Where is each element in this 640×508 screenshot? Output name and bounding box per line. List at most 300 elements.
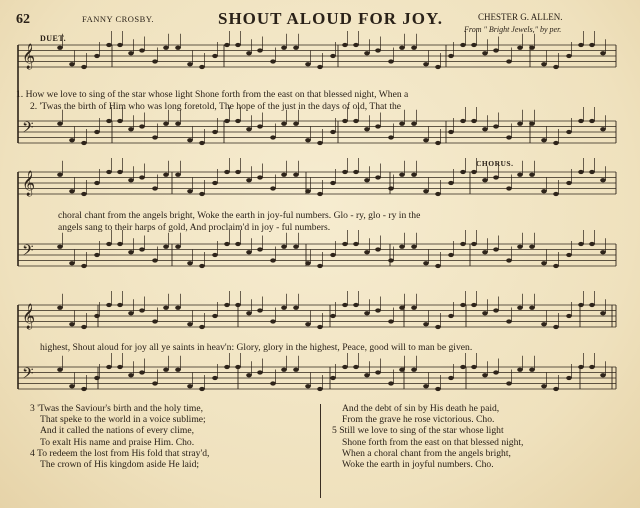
- note-head: [235, 43, 241, 47]
- note-head: [364, 127, 370, 131]
- note-head: [423, 261, 429, 265]
- note-head: [317, 192, 323, 196]
- note-head: [541, 138, 547, 142]
- note-head: [460, 170, 466, 174]
- note-head: [246, 311, 252, 315]
- note-head: [270, 186, 276, 190]
- note-head: [553, 387, 559, 391]
- note-head: [257, 175, 263, 179]
- note-head: [128, 127, 134, 131]
- note-head: [57, 368, 63, 372]
- note-head: [388, 258, 394, 262]
- note-head: [235, 365, 241, 369]
- note-head: [293, 245, 299, 249]
- verse-line: The crown of His kingdom aside He laid;: [40, 459, 200, 471]
- note-head: [212, 314, 218, 318]
- note-head: [317, 387, 323, 391]
- note-head: [270, 381, 276, 385]
- note-head: [317, 325, 323, 329]
- note-head: [281, 306, 287, 310]
- note-head: [305, 62, 311, 66]
- note-head: [94, 181, 100, 185]
- note-head: [330, 54, 336, 58]
- note-head: [460, 365, 466, 369]
- note-head: [448, 376, 454, 380]
- note-head: [305, 138, 311, 142]
- treble-clef: 𝄞: [22, 44, 36, 69]
- note-head: [541, 322, 547, 326]
- note-head: [589, 365, 595, 369]
- note-head: [364, 250, 370, 254]
- note-head: [293, 46, 299, 50]
- note-head: [106, 170, 112, 174]
- note-head: [435, 264, 441, 268]
- note-head: [330, 130, 336, 134]
- note-head: [589, 43, 595, 47]
- bass-clef: 𝄢: [22, 365, 34, 386]
- note-head: [541, 261, 547, 265]
- note-head: [566, 130, 572, 134]
- note-head: [529, 368, 535, 372]
- note-head: [128, 373, 134, 377]
- treble-clef: 𝄞: [22, 171, 36, 196]
- note-head: [224, 365, 230, 369]
- note-head: [517, 368, 523, 372]
- note-head: [152, 319, 158, 323]
- note-head: [553, 65, 559, 69]
- note-head: [364, 178, 370, 182]
- note-head: [117, 303, 123, 307]
- note-head: [529, 306, 535, 310]
- note-head: [270, 135, 276, 139]
- note-head: [270, 258, 276, 262]
- note-head: [139, 48, 145, 52]
- note-head: [270, 319, 276, 323]
- note-head: [128, 250, 134, 254]
- note-head: [163, 368, 169, 372]
- note-head: [187, 322, 193, 326]
- note-head: [364, 311, 370, 315]
- note-head: [566, 253, 572, 257]
- note-head: [553, 192, 559, 196]
- verse-line: Woke the earth in joyful numbers. Cho.: [342, 459, 494, 471]
- note-head: [152, 135, 158, 139]
- note-head: [224, 242, 230, 246]
- note-head: [69, 261, 75, 265]
- note-head: [305, 322, 311, 326]
- note-head: [471, 43, 477, 47]
- note-head: [94, 253, 100, 257]
- note-head: [399, 173, 405, 177]
- note-head: [399, 306, 405, 310]
- note-head: [94, 130, 100, 134]
- note-head: [117, 43, 123, 47]
- note-head: [600, 250, 606, 254]
- note-head: [187, 138, 193, 142]
- note-head: [353, 242, 359, 246]
- verse-line: And the debt of sin by His death he paid,: [342, 403, 500, 414]
- note-head: [600, 127, 606, 131]
- note-head: [81, 141, 87, 145]
- verse-line: Shone forth from the east on that blessed night,: [342, 436, 524, 448]
- note-head: [493, 175, 499, 179]
- note-head: [293, 122, 299, 126]
- note-head: [246, 373, 252, 377]
- note-head: [81, 325, 87, 329]
- note-head: [506, 59, 512, 63]
- note-head: [589, 303, 595, 307]
- note-head: [212, 54, 218, 58]
- note-head: [330, 376, 336, 380]
- note-head: [305, 261, 311, 265]
- note-head: [246, 178, 252, 182]
- note-head: [235, 242, 241, 246]
- note-head: [163, 245, 169, 249]
- note-head: [423, 384, 429, 388]
- note-head: [199, 192, 205, 196]
- note-head: [364, 373, 370, 377]
- note-head: [353, 43, 359, 47]
- note-head: [411, 46, 417, 50]
- note-head: [235, 119, 241, 123]
- note-head: [493, 48, 499, 52]
- note-head: [600, 51, 606, 55]
- note-head: [69, 384, 75, 388]
- note-head: [342, 43, 348, 47]
- composer-credit: CHESTER G. ALLEN.: [478, 12, 563, 22]
- note-head: [163, 306, 169, 310]
- system1-lyric-verse1: 1. How we love to sing of the star whose light Shone forth from the east on that blessed night, When a: [16, 89, 409, 100]
- note-head: [482, 127, 488, 131]
- note-head: [448, 181, 454, 185]
- note-head: [375, 308, 381, 312]
- note-head: [257, 370, 263, 374]
- note-head: [448, 314, 454, 318]
- note-head: [235, 303, 241, 307]
- note-head: [270, 59, 276, 63]
- treble-clef: 𝄞: [22, 304, 36, 329]
- source-credit: From " Bright Jewels," by per.: [464, 25, 562, 34]
- note-head: [460, 119, 466, 123]
- note-head: [493, 124, 499, 128]
- note-head: [293, 306, 299, 310]
- note-head: [460, 43, 466, 47]
- note-head: [460, 303, 466, 307]
- note-head: [69, 189, 75, 193]
- column-divider: [320, 404, 321, 498]
- note-head: [187, 189, 193, 193]
- note-head: [317, 141, 323, 145]
- note-head: [257, 124, 263, 128]
- note-head: [471, 119, 477, 123]
- note-head: [566, 181, 572, 185]
- duet-marking: DUET.: [40, 34, 67, 43]
- note-head: [375, 370, 381, 374]
- note-head: [493, 247, 499, 251]
- note-head: [152, 186, 158, 190]
- note-head: [435, 387, 441, 391]
- note-head: [293, 173, 299, 177]
- note-head: [600, 178, 606, 182]
- note-head: [600, 373, 606, 377]
- note-head: [117, 119, 123, 123]
- note-head: [435, 65, 441, 69]
- note-head: [57, 306, 63, 310]
- note-head: [199, 325, 205, 329]
- note-head: [388, 186, 394, 190]
- note-head: [139, 308, 145, 312]
- note-head: [423, 189, 429, 193]
- note-head: [106, 365, 112, 369]
- note-head: [139, 124, 145, 128]
- note-head: [435, 192, 441, 196]
- note-head: [517, 306, 523, 310]
- note-head: [411, 368, 417, 372]
- note-head: [375, 48, 381, 52]
- note-head: [317, 65, 323, 69]
- note-head: [57, 46, 63, 50]
- note-head: [600, 311, 606, 315]
- note-head: [224, 43, 230, 47]
- note-head: [106, 303, 112, 307]
- note-head: [566, 376, 572, 380]
- note-head: [482, 178, 488, 182]
- note-head: [139, 247, 145, 251]
- note-head: [541, 384, 547, 388]
- note-head: [411, 245, 417, 249]
- system2-lyric-verse2: angels sang to their harps of gold, And proclaim'd in joy - ful numbers.: [58, 222, 331, 233]
- note-head: [94, 376, 100, 380]
- note-head: [399, 245, 405, 249]
- note-head: [506, 381, 512, 385]
- note-head: [257, 247, 263, 251]
- note-head: [163, 173, 169, 177]
- note-head: [506, 319, 512, 323]
- note-head: [224, 170, 230, 174]
- note-head: [589, 242, 595, 246]
- note-head: [517, 122, 523, 126]
- note-head: [175, 46, 181, 50]
- note-head: [411, 306, 417, 310]
- note-head: [128, 178, 134, 182]
- note-head: [493, 308, 499, 312]
- note-head: [375, 124, 381, 128]
- note-head: [342, 365, 348, 369]
- note-head: [448, 253, 454, 257]
- note-head: [139, 370, 145, 374]
- note-head: [199, 65, 205, 69]
- note-head: [423, 138, 429, 142]
- note-head: [482, 311, 488, 315]
- note-head: [106, 119, 112, 123]
- note-head: [163, 122, 169, 126]
- note-head: [506, 258, 512, 262]
- note-head: [482, 373, 488, 377]
- note-head: [399, 46, 405, 50]
- note-head: [281, 46, 287, 50]
- note-head: [553, 325, 559, 329]
- note-head: [224, 303, 230, 307]
- note-head: [152, 258, 158, 262]
- note-head: [482, 250, 488, 254]
- note-head: [553, 141, 559, 145]
- note-head: [423, 62, 429, 66]
- note-head: [235, 170, 241, 174]
- note-head: [330, 181, 336, 185]
- note-head: [175, 368, 181, 372]
- note-head: [330, 314, 336, 318]
- verse-line: 4 To redeem the lost from His fold that stray'd,: [30, 447, 210, 459]
- note-head: [460, 242, 466, 246]
- note-head: [388, 135, 394, 139]
- note-head: [281, 368, 287, 372]
- note-head: [517, 173, 523, 177]
- note-head: [375, 247, 381, 251]
- note-head: [246, 250, 252, 254]
- note-head: [541, 62, 547, 66]
- note-head: [517, 245, 523, 249]
- note-head: [578, 43, 584, 47]
- note-head: [57, 245, 63, 249]
- note-head: [506, 186, 512, 190]
- note-head: [353, 119, 359, 123]
- note-head: [399, 122, 405, 126]
- verse-line: When a choral chant from the angels bright,: [342, 447, 511, 459]
- note-head: [529, 173, 535, 177]
- note-head: [128, 311, 134, 315]
- note-head: [399, 368, 405, 372]
- note-head: [471, 303, 477, 307]
- note-head: [246, 51, 252, 55]
- note-head: [305, 384, 311, 388]
- note-head: [117, 365, 123, 369]
- note-head: [517, 46, 523, 50]
- note-head: [246, 127, 252, 131]
- note-head: [471, 365, 477, 369]
- note-head: [589, 170, 595, 174]
- note-head: [199, 141, 205, 145]
- note-head: [81, 65, 87, 69]
- note-head: [305, 189, 311, 193]
- note-head: [375, 175, 381, 179]
- verses-right-column: [332, 403, 523, 470]
- note-head: [175, 306, 181, 310]
- verse-line: 5 Still we love to sing of the star whose light: [332, 425, 504, 437]
- note-head: [281, 245, 287, 249]
- note-head: [128, 51, 134, 55]
- chorus-marking: CHORUS.: [476, 159, 514, 168]
- note-head: [212, 376, 218, 380]
- note-head: [448, 54, 454, 58]
- note-head: [541, 189, 547, 193]
- note-head: [506, 135, 512, 139]
- note-head: [330, 253, 336, 257]
- note-head: [281, 173, 287, 177]
- note-head: [163, 46, 169, 50]
- note-head: [566, 314, 572, 318]
- note-head: [106, 43, 112, 47]
- verse-line: And it called the nations of every clime,: [40, 425, 194, 437]
- note-head: [578, 242, 584, 246]
- note-head: [589, 119, 595, 123]
- note-head: [175, 245, 181, 249]
- note-head: [388, 381, 394, 385]
- note-head: [152, 59, 158, 63]
- note-head: [578, 365, 584, 369]
- note-head: [493, 370, 499, 374]
- page-number: 62: [16, 12, 30, 27]
- note-head: [117, 242, 123, 246]
- note-head: [175, 122, 181, 126]
- verse-line: That speke to the world in a voice sublime;: [40, 414, 206, 426]
- note-head: [529, 245, 535, 249]
- note-head: [448, 130, 454, 134]
- note-head: [257, 308, 263, 312]
- note-head: [566, 54, 572, 58]
- note-head: [187, 62, 193, 66]
- note-head: [353, 365, 359, 369]
- hymn-title: SHOUT ALOUD FOR JOY.: [218, 9, 443, 28]
- note-head: [423, 322, 429, 326]
- note-head: [69, 138, 75, 142]
- note-head: [175, 173, 181, 177]
- note-head: [81, 264, 87, 268]
- note-head: [69, 322, 75, 326]
- note-head: [199, 387, 205, 391]
- note-head: [94, 54, 100, 58]
- note-head: [81, 387, 87, 391]
- note-head: [529, 122, 535, 126]
- note-head: [388, 59, 394, 63]
- note-head: [212, 181, 218, 185]
- note-head: [471, 242, 477, 246]
- note-head: [578, 303, 584, 307]
- note-head: [435, 141, 441, 145]
- note-head: [342, 170, 348, 174]
- note-head: [212, 253, 218, 257]
- note-head: [411, 173, 417, 177]
- note-head: [342, 119, 348, 123]
- note-head: [57, 173, 63, 177]
- note-head: [411, 122, 417, 126]
- note-head: [117, 170, 123, 174]
- note-head: [94, 314, 100, 318]
- note-head: [152, 381, 158, 385]
- bass-clef: 𝄢: [22, 119, 34, 140]
- note-head: [257, 48, 263, 52]
- note-head: [482, 51, 488, 55]
- verse-line: To exalt His name and praise Him. Cho.: [40, 436, 195, 448]
- note-head: [224, 119, 230, 123]
- bass-clef: 𝄢: [22, 242, 34, 263]
- note-head: [578, 170, 584, 174]
- note-head: [317, 264, 323, 268]
- note-head: [553, 264, 559, 268]
- note-head: [199, 264, 205, 268]
- note-head: [388, 319, 394, 323]
- note-head: [353, 303, 359, 307]
- note-head: [353, 170, 359, 174]
- note-head: [435, 325, 441, 329]
- note-head: [471, 170, 477, 174]
- note-head: [69, 62, 75, 66]
- note-head: [529, 46, 535, 50]
- note-head: [212, 130, 218, 134]
- note-head: [57, 122, 63, 126]
- note-head: [106, 242, 112, 246]
- poet-credit: FANNY CROSBY.: [82, 14, 155, 24]
- note-head: [342, 303, 348, 307]
